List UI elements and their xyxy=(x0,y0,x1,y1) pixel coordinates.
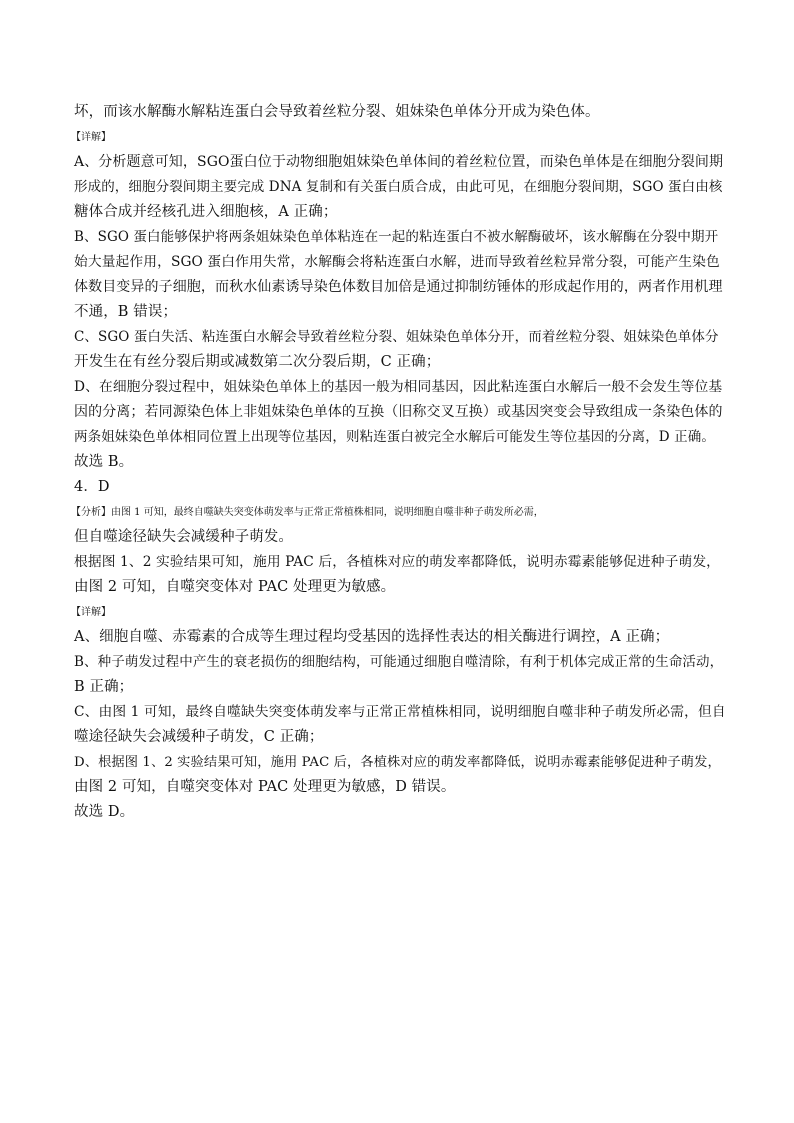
text-line: A、分析题意可知，SGO蛋白位于动物细胞姐妹染色单体间的着丝粒位置，而染色单体是在细胞分裂间期 xyxy=(74,154,724,170)
text-line: 糖体合成并经核孔进入细胞核，A 正确； xyxy=(74,204,338,220)
section-heading-detail: 【详解】 xyxy=(71,132,111,143)
text-line: 开发生在有丝分裂后期或减数第二次分裂后期，C 正确； xyxy=(74,354,441,370)
answer-line: 故选 D。 xyxy=(74,804,135,820)
text-line: 但自噬途径缺失会减缓种子萌发。 xyxy=(74,529,293,545)
section-heading-detail: 【详解】 xyxy=(71,607,111,618)
text-line: B、种子萌发过程中产生的衰老损伤的细胞结构，可能通过细胞自噬清除，有利于机体完成正常的生命活动， xyxy=(74,654,724,670)
answer-line: 故选 B。 xyxy=(74,454,134,470)
text-line: 两条姐妹染色单体相同位置上出现等位基因，则粘连蛋白被完全水解后可能发生等位基因的分离，D 正确。 xyxy=(74,429,715,445)
text-line: 始大量起作用，SGO 蛋白作用失常，水解酶会将粘连蛋白水解，进而导致着丝粒异常分裂，可能产生染色 xyxy=(74,254,720,270)
text-line: D、在细胞分裂过程中，姐妹染色单体上的基因一般为相同基因，因此粘连蛋白水解后一般不会发生等位基 xyxy=(74,379,723,395)
text-line: A、细胞自噬、赤霉素的合成等生理过程均受基因的选择性表达的相关酶进行调控，A 正确； xyxy=(74,629,670,645)
text-line: 由图 2 可知，自噬突变体对 PAC 处理更为敏感。 xyxy=(74,579,396,595)
text-line: B 正确； xyxy=(74,679,134,695)
question-number: 4．D xyxy=(74,479,110,495)
text-line: 体数目变异的子细胞，而秋水仙素诱导染色体数目加倍是通过抑制纺锤体的形成起作用的，两者作用机理 xyxy=(74,279,723,295)
text-line: D、根据图 1、2 实验结果可知，施用 PAC 后，各植株对应的萌发率都降低，说明赤霉素能够促进种子萌发， xyxy=(74,755,721,770)
text-line: 不通，B 错误； xyxy=(74,304,178,320)
text-line: 形成的，细胞分裂间期主要完成 DNA 复制和有关蛋白质合成，由此可见，在细胞分裂间期，SGO 蛋白由核 xyxy=(74,179,723,195)
text-line: C、SGO 蛋白失活、粘连蛋白水解会导致着丝粒分裂、姐妹染色单体分开，而着丝粒分裂、姐妹染色单体分 xyxy=(74,329,719,345)
text-line: 根据图 1、2 实验结果可知，施用 PAC 后，各植株对应的萌发率都降低，说明赤霉素能够促进种子萌发， xyxy=(74,554,721,570)
text-line: 噬途径缺失会减缓种子萌发，C 正确； xyxy=(74,729,324,745)
text-line: 由图 2 可知，自噬突变体对 PAC 处理更为敏感，D 错误。 xyxy=(74,779,456,795)
analysis-line: 【分析】由图 1 可知，最终自噬缺失突变体萌发率与正常正常植株相同，说明细胞自噬非种子萌发所必需， xyxy=(71,507,544,518)
text-line: C、由图 1 可知，最终自噬缺失突变体萌发率与正常正常植株相同，说明细胞自噬非种子萌发所必需，但自 xyxy=(74,704,726,720)
text-line: B、SGO 蛋白能够保护将两条姐妹染色单体粘连在一起的粘连蛋白不被水解酶破坏，该水解酶在分裂中期开 xyxy=(74,229,719,245)
text-line: 因的分离；若同源染色体上非姐妹染色单体的互换（旧称交叉互换）或基因突变会导致组成一条染色体的 xyxy=(74,404,723,420)
text-line: 坏，而该水解酶水解粘连蛋白会导致着丝粒分裂、姐妹染色单体分开成为染色体。 xyxy=(74,104,600,120)
document-body xyxy=(71,100,726,825)
